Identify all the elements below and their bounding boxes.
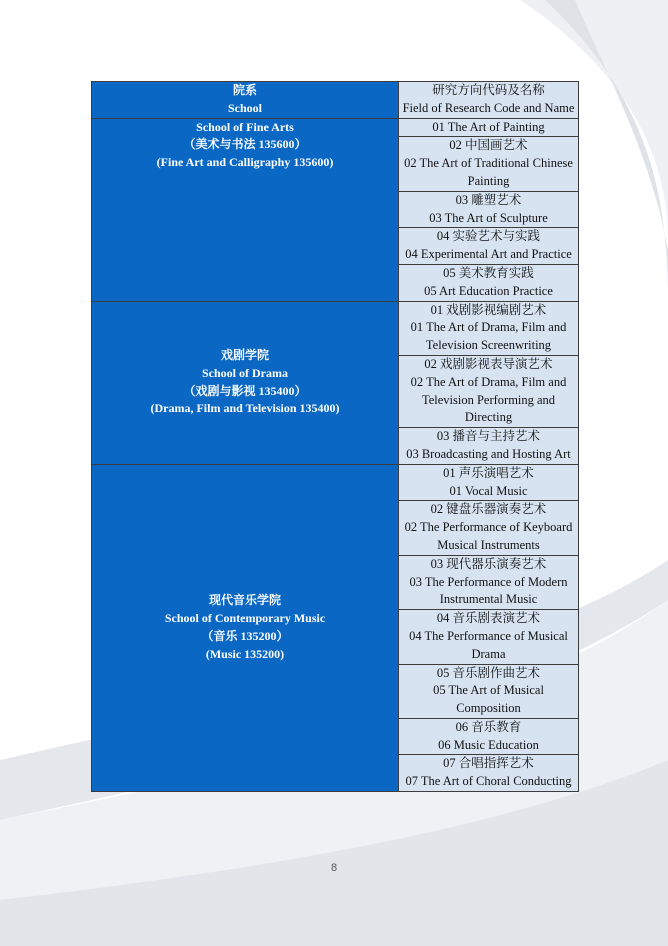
field-en: 05 Art Education Practice — [424, 283, 553, 298]
header-school-cell — [92, 82, 399, 119]
field-cell — [399, 191, 579, 228]
header-field-cell — [399, 82, 579, 119]
field-cell — [399, 501, 579, 555]
field-en: 04 The Performance of Musical Drama — [409, 628, 568, 661]
field-cn: 05 音乐剧作曲艺术 — [436, 665, 541, 680]
field-cn: 05 美术教育实践 — [443, 265, 534, 280]
school-name-en: School of Drama — [202, 365, 288, 380]
field-cn: 04 实验艺术与实践 — [436, 229, 541, 244]
field-cell — [399, 428, 579, 465]
field-en: 01 The Art of Drama, Film and Television Screenwriting — [410, 320, 567, 353]
field-cn: 03 现代器乐演奏艺术 — [430, 556, 547, 571]
header-field-cn: 研究方向代码及名称 — [432, 83, 545, 97]
field-en: 03 The Art of Sculpture — [429, 210, 548, 225]
field-cn: 06 音乐教育 — [455, 719, 522, 734]
school-name-cn: 现代音乐学院 — [208, 593, 281, 608]
field-cn: 03 雕塑艺术 — [455, 192, 522, 207]
school-major-en: (Music 135200) — [205, 646, 285, 661]
field-en: 06 Music Education — [438, 737, 539, 752]
field-cell — [399, 718, 579, 755]
field-en: 03 Broadcasting and Hosting Art — [406, 446, 571, 461]
field-cn: 02 戏剧影视表导演艺术 — [424, 356, 553, 371]
research-fields-table — [91, 81, 579, 792]
field-en: 04 Experimental Art and Practice — [405, 247, 572, 262]
school-cell-contemporary-music — [92, 464, 399, 791]
field-cn: 02 键盘乐器演奏艺术 — [430, 502, 547, 517]
header-school-en: School — [227, 100, 262, 115]
school-major-cn: （戏剧与影视 135400） — [183, 383, 307, 398]
field-cell — [399, 118, 579, 137]
field-en: 07 The Art of Choral Conducting — [405, 774, 572, 789]
field-en: 02 The Art of Drama, Film and Television Performing and Directing — [410, 374, 567, 425]
field-cell — [399, 755, 579, 792]
field-cn: 03 播音与主持艺术 — [436, 429, 541, 444]
school-name-cn: 戏剧学院 — [220, 348, 269, 363]
field-cell — [399, 137, 579, 191]
school-name-en: School of Fine Arts — [196, 119, 294, 134]
school-name-en: School of Contemporary Music — [164, 611, 326, 626]
school-major-cn: （音乐 135200） — [201, 628, 289, 643]
field-cell — [399, 664, 579, 718]
field-cn: 01 戏剧影视编剧艺术 — [430, 302, 547, 317]
field-cell — [399, 228, 579, 265]
school-cell-fine-arts — [92, 118, 399, 301]
table-header-row — [92, 82, 579, 119]
field-en: 03 The Performance of Modern Instrumental Music — [409, 574, 568, 607]
field-cn: 04 音乐剧表演艺术 — [436, 611, 541, 626]
field-cell — [399, 464, 579, 501]
field-cell — [399, 355, 579, 427]
header-school-cn: 院系 — [232, 83, 257, 97]
field-cn: 02 中国画艺术 — [449, 138, 528, 153]
page-number: 8 — [330, 862, 338, 874]
school-cell-drama — [92, 301, 399, 464]
table-row — [92, 301, 579, 355]
field-en: 01 The Art of Painting — [432, 119, 545, 134]
field-cell — [399, 555, 579, 609]
field-cn: 01 声乐演唱艺术 — [443, 465, 534, 480]
field-cn: 07 合唱指挥艺术 — [443, 756, 534, 771]
school-major-en: (Drama, Film and Television 135400) — [150, 401, 340, 416]
table-row — [92, 118, 579, 137]
school-major-en: (Fine Art and Calligraphy 135600) — [156, 155, 334, 170]
header-field-en: Field of Research Code and Name — [402, 100, 575, 115]
field-cell — [399, 264, 579, 301]
field-en: 05 The Art of Musical Composition — [433, 683, 544, 716]
field-en: 02 The Performance of Keyboard Musical Instruments — [404, 520, 573, 552]
field-cell — [399, 301, 579, 355]
school-major-cn: （美术与书法 135600） — [183, 137, 307, 152]
table-row — [92, 464, 579, 501]
field-en: 02 The Art of Traditional Chinese Painting — [404, 156, 573, 188]
field-en: 01 Vocal Music — [449, 483, 528, 498]
field-cell — [399, 610, 579, 664]
